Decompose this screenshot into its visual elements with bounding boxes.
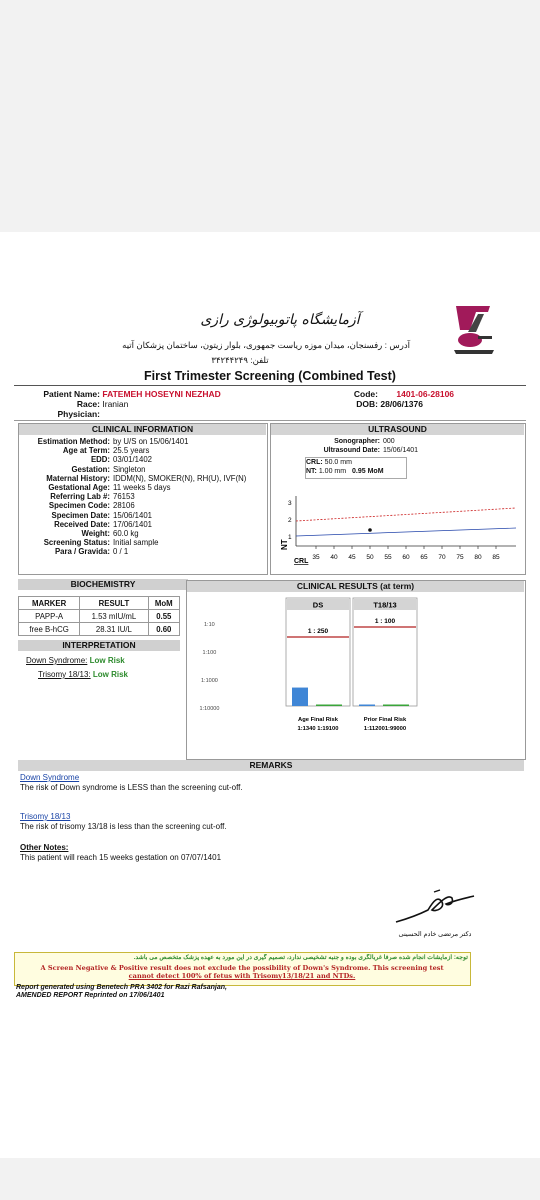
patient-info: Patient Name: FATEMEH HOSEYNI NEZHAD Race: Iranian Physician: [43,389,221,419]
title-divider [14,385,526,386]
nt-upper-line [296,508,516,521]
down-risk-value: Low Risk [89,656,125,665]
remark-tri-title: Trisomy 18/13 [20,812,71,821]
report-generated: Report generated using Benetech PRA 3402 for Razi Rafsanjan, AMENDED REPORT Reprinted on 17/06/1401 [16,984,227,999]
ultrasound-info: Sonographer: 000 Ultrasound Date: 15/06/1401 [323,438,419,455]
crl-tick-label: 60 [402,554,410,561]
other-notes-text: This patient will reach 15 weeks gestation on 07/07/1401 [20,852,222,862]
crl-tick-label: 65 [420,554,428,561]
nt-y-tick: 1 [288,534,292,541]
clinical-info-row: Specimen Code: 28106 [48,501,135,511]
interpretation-header: INTERPRETATION [18,640,180,651]
ds-cutoff-label: 1 : 250 [307,628,329,635]
ds-header: DS [312,600,324,610]
clinical-info-row: Gestational Age: 11 weeks 5 days [48,483,171,493]
risk-y-tick: 1:10000 [199,706,220,712]
crl-axis-label: CRL [294,558,309,565]
patient-name: FATEMEH HOSEYNI NEZHAD [102,389,221,399]
risk-y-tick: 1:10 [204,622,215,628]
biochem-table [18,596,180,636]
t-caption: Prior Final Risk [363,717,407,723]
clinical-info-header: CLINICAL INFORMATION [19,424,266,435]
remark-tri-text: The risk of trisomy 13/18 is less than the screening cut-off. [20,821,227,831]
disclaimer-fa: توجه: آزمایشات انجام شده صرفا غربالگری بوده و جنبه تشخیصی ندارد، تصمیم گیری در این مورد به عهده پزشک متخصص می باشد. [133,954,468,961]
lab-phone: تلفن: ۳۴۲۴۴۲۴۹ [211,355,269,365]
table-row: PAPP-A 1.53 mIU/mL 0.55 [19,610,180,623]
risk-bar-t18-13-1 [383,705,409,707]
patient-code-info: Code: 1401-06-28106 DOB: 28/06/1376 [353,389,455,409]
ds-values: 1:1340 1:19100 [297,726,339,732]
clinical-info-row: EDD: 03/01/1402 [90,455,153,465]
clinical-info-row: Maternal History: IDDM(N), SMOKER(N), RH(U), IVF(N) [46,473,247,483]
clinical-info-row: Weight: 60.0 kg [81,529,139,539]
risk-y-tick: 1:100 [202,650,217,656]
nt-axis-label: NT [280,539,289,550]
clinical-info-row: Estimation Method: by U/S on 15/06/1401 [37,437,189,446]
remarks-list [20,773,520,862]
crl-tick-label: 75 [456,554,464,561]
signature-image [390,888,480,928]
other-notes-title: Other Notes: [20,843,69,852]
interpretation-list: Down Syndrome: Low Risk Trisomy 18/13: Low Risk [26,656,128,679]
crl-tick-label: 50 [366,554,374,561]
trisomy-risk-value: Low Risk [92,670,128,679]
risk-bar-ds-1 [316,705,342,707]
lab-address: آدرس : رفسنجان، میدان موزه ریاست جمهوری، بلوار زیتون، ساختمان پزشکان آتیه [122,340,410,350]
crl-tick-label: 35 [312,554,320,561]
crl-tick-label: 70 [438,554,446,561]
risk-bar-ds-0 [292,688,308,706]
col-result: RESULT [80,597,148,610]
patient-race: Iranian [102,399,129,409]
nt-y-tick: 2 [288,517,292,524]
risk-bars [292,688,409,706]
risk-chart [186,594,524,758]
nt-y-tick: 3 [288,500,292,507]
ultrasound-header: ULTRASOUND [271,424,524,435]
clinical-info-row: Para / Gravida: 0 / 1 [54,547,129,557]
bottom-blank-area [0,1158,540,1200]
biochem-header: BIOCHEMISTRY [18,579,188,590]
risk-bar-t18-13-0 [359,705,375,707]
crl-tick-label: 45 [348,554,356,561]
nt-point [368,528,372,532]
nt-measurements: CRL: 50.0 mm NT: 1.00 mm 0.95 MoM [306,459,384,476]
crl-tick-label: 55 [384,554,392,561]
patient-code: 1401-06-28106 [396,389,455,399]
crl-tick-label: 40 [330,554,338,561]
report-title: First Trimester Screening (Combined Test) [144,369,396,383]
col-mom: MoM [148,597,179,610]
remarks-header: REMARKS [18,760,524,771]
crl-tick-label: 80 [474,554,482,561]
nt-median-line [296,528,516,536]
crl-tick-label: 85 [492,554,500,561]
t-header: T18/13 [373,600,397,610]
t-panel [353,598,417,706]
clinical-info-row: Screening Status: Initial sample [43,538,159,548]
nt-crl-chart [276,490,522,570]
risk-y-tick: 1:1000 [201,678,218,684]
ds-caption: Age Final Risk [298,717,338,723]
clinical-results-header: CLINICAL RESULTS (at term) [187,581,524,592]
clinical-info-row: Received Date: 17/06/1401 [54,519,153,529]
lab-name: آزمایشگاه پاتوبیولوژی رازی [200,312,360,328]
remark-ds-title: Down Syndrome [20,773,80,782]
top-blank-area [0,0,540,232]
remark-ds-text: The risk of Down syndrome is LESS than the screening cut-off. [20,782,243,792]
patient-dob: 28/06/1376 [380,399,423,409]
clinical-info-list [0,437,246,557]
clinical-info-row: Gestation: Singleton [71,464,146,474]
t-cutoff-label: 1 : 100 [374,618,396,625]
clinical-info-row: Referring Lab #: 76153 [50,492,135,502]
risk-y-ticks [200,622,220,712]
crl-x-ticks [312,546,500,561]
table-row: free B-hCG 28.31 IU/L 0.60 [19,623,180,636]
lab-logo-icon [448,300,500,360]
t-values: 1:112001:99000 [363,726,407,732]
clinical-info-row: Specimen Date: 15/06/1401 [51,510,153,520]
clinical-info-row: Age at Term: 25.5 years [62,446,150,456]
disclaimer-en: A Screen Negative & Positive result does not exclude the possibility of Down's Syndrome. This screening test cannot detect 100% of fetus with Trisomy13/18/21 and NTDs. [40,964,444,980]
col-marker: MARKER [19,597,80,610]
signature-caption: دکتر مرتضی خادم الحسینی [398,931,472,938]
